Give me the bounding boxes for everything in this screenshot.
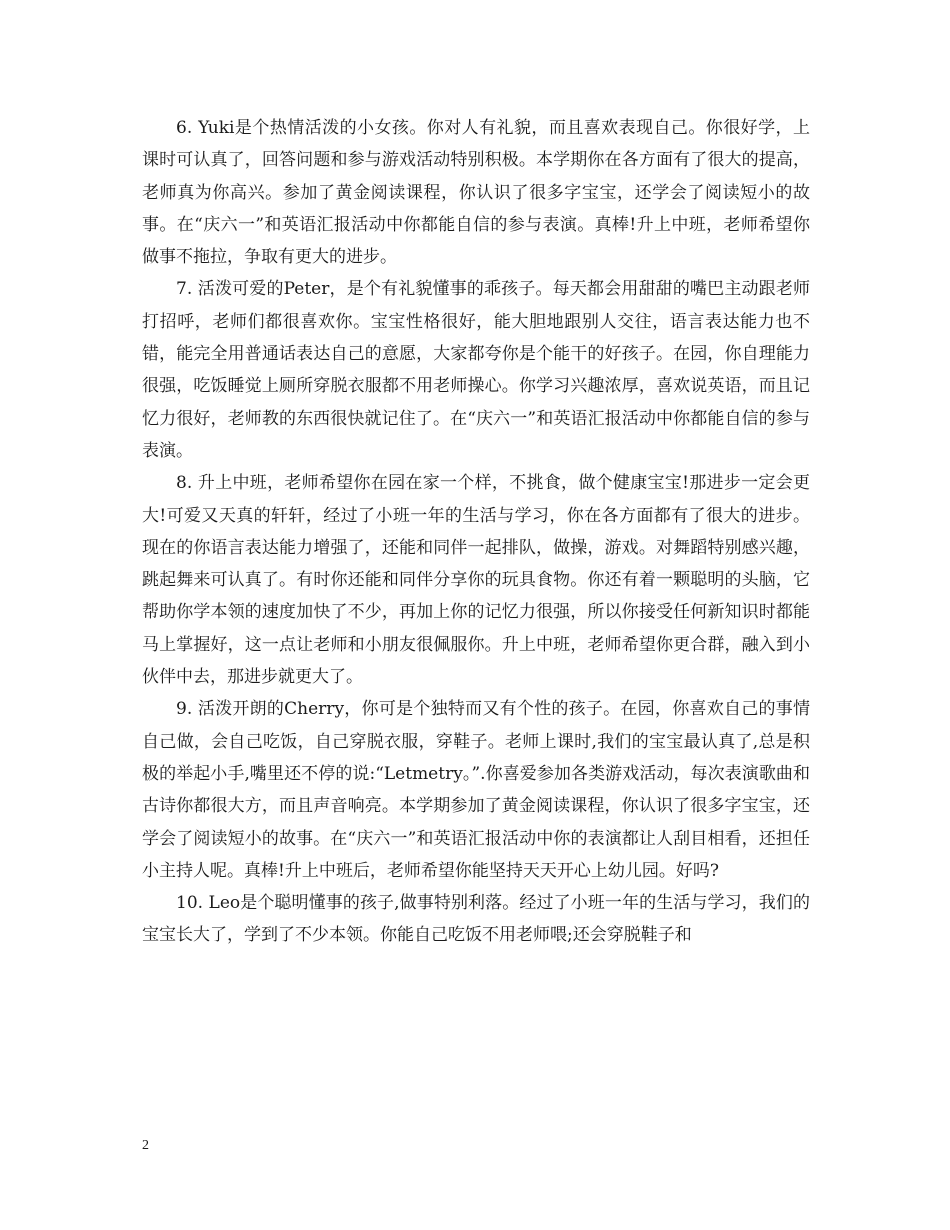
paragraph-10: 10. Leo是个聪明懂事的孩子,做事特别利落。经过了小班一年的生活与学习，我们的宝宝长大了，学到了不少本领。你能自己吃饭不用老师喂;还会穿脱鞋子和 [142, 893, 810, 946]
paragraph-9: 9. 活泼开朗的Cherry，你可是个独特而又有个性的孩子。在园，你喜欢自己的事情自己做，会自己吃饭，自己穿脱衣服，穿鞋子。老师上课时,我们的宝宝最认真了,总是积极的举起小手,嘴里还不停的说:“Letmetry。”.你喜爱参加各类游戏活动，每次表演歌曲和古诗你都很大方，而且声音响亮。本学期参加了黄金阅读课程，你认识了很多字宝宝，还学会了阅读短小的故事。在“庆六一”和英语汇报活动中你的表演都让人刮目相看，还担任小主持人呢。真棒!升上中班后，老师希望你能坚持天天开心上幼儿园。好吗? [142, 699, 810, 881]
paragraph-8: 8. 升上中班，老师希望你在园在家一个样，不挑食，做个健康宝宝!那进步一定会更大!可爱又天真的轩轩，经过了小班一年的生活与学习，你在各方面都有了很大的进步。现在的你语言表达能力增强了，还能和同伴一起排队，做操，游戏。对舞蹈特别感兴趣，跳起舞来可认真了。有时你还能和同伴分享你的玩具食物。你还有着一颗聪明的头脑，它帮助你学本领的速度加快了不少，再加上你的记忆力很强，所以你接受任何新知识时都能马上掌握好，这一点让老师和小朋友很佩服你。升上中班，老师希望你更合群，融入到小伙伴中去，那进步就更大了。 [142, 473, 810, 688]
paragraph-6: 6. Yuki是个热情活泼的小女孩。你对人有礼貌，而且喜欢表现自己。你很好学，上课时可认真了，回答问题和参与游戏活动特别积极。本学期你在各方面有了很大的提高，老师真为你高兴。参加了黄金阅读课程，你认识了很多字宝宝，还学会了阅读短小的故事。在“庆六一”和英语汇报活动中你都能自信的参与表演。真棒!升上中班，老师希望你做事不拖拉，争取有更大的进步。 [142, 118, 810, 268]
page-number: 2 [142, 1138, 149, 1153]
document-body [142, 112, 810, 952]
paragraph-7: 7. 活泼可爱的Peter，是个有礼貌懂事的乖孩子。每天都会用甜甜的嘴巴主动跟老师打招呼，老师们都很喜欢你。宝宝性格很好，能大胆地跟别人交往，语言表达能力也不错，能完全用普通话表达自己的意愿，大家都夸你是个能干的好孩子。在园，你自理能力很强，吃饭睡觉上厕所穿脱衣服都不用老师操心。你学习兴趣浓厚，喜欢说英语，而且记忆力很好，老师教的东西很快就记住了。在“庆六一”和英语汇报活动中你都能自信的参与表演。 [142, 279, 810, 461]
